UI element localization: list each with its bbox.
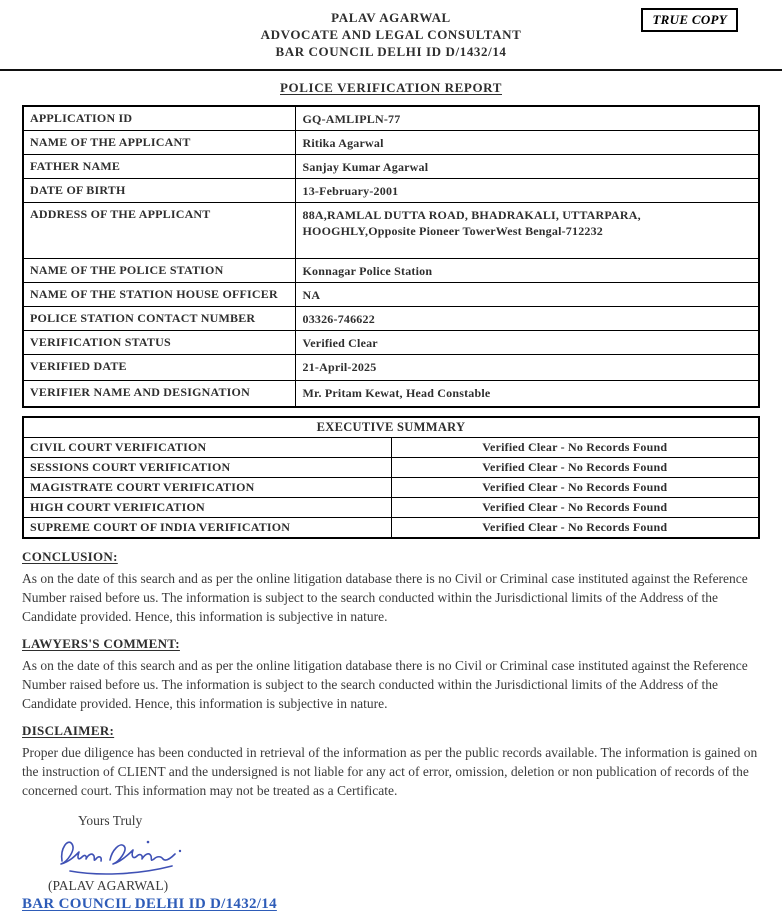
table-row (23, 355, 759, 381)
summary-value: Verified Clear - No Records Found (391, 517, 759, 538)
summary-label: SUPREME COURT OF INDIA VERIFICATION (23, 517, 391, 538)
detail-value: NA (295, 283, 759, 307)
summary-label: SESSIONS COURT VERIFICATION (23, 457, 391, 477)
detail-value: GQ-AMLIPLN-77 (295, 106, 759, 131)
detail-value: Sanjay Kumar Agarwal (295, 155, 759, 179)
table-row (23, 457, 759, 477)
true-copy-stamp: TRUE COPY (641, 8, 738, 32)
summary-value: Verified Clear - No Records Found (391, 437, 759, 457)
closing-line: Yours Truly (78, 812, 143, 828)
table-row (23, 477, 759, 497)
table-row (23, 155, 759, 179)
detail-label: APPLICATION ID (23, 106, 295, 131)
disclaimer-body: Proper due diligence has been conducted in retrieval of the information as per the public records available. The information is gained on the instruction of CLIENT and the undersigned is not liable for any act of error, omission, deletion or non publication of records of the concerned court. This information may not be treated as a Certificate. (22, 744, 758, 798)
lawyers-comment-body: As on the date of this search and as per the online litigation database there is no Civil or Criminal case instituted against the Reference Number raised before us. The information is subject to the search conducted within the Jurisdictional limits of the Address of the Candidate provided. Hence, this information is subjective in nature. (22, 657, 748, 711)
header-divider (0, 69, 782, 71)
advocate-name: PALAV AGARWAL (331, 10, 451, 25)
table-row (23, 497, 759, 517)
disclaimer-section (22, 723, 760, 800)
detail-value: 03326-746622 (295, 307, 759, 331)
disclaimer-heading: DISCLAIMER: (22, 722, 115, 738)
table-row (23, 307, 759, 331)
summary-label: CIVIL COURT VERIFICATION (23, 437, 391, 457)
detail-value: Mr. Pritam Kewat, Head Constable (295, 381, 759, 407)
detail-label: NAME OF THE APPLICANT (23, 131, 295, 155)
lawyers-comment-section (22, 636, 760, 713)
table-row (23, 106, 759, 131)
detail-value: Ritika Agarwal (295, 131, 759, 155)
table-row (23, 179, 759, 203)
conclusion-section (22, 549, 760, 626)
signatory-name: (PALAV AGARWAL) (48, 877, 169, 893)
applicant-details-table (22, 105, 760, 408)
detail-value: 21-April-2025 (295, 355, 759, 381)
executive-summary-title: EXECUTIVE SUMMARY (23, 417, 759, 438)
detail-label: NAME OF THE POLICE STATION (23, 259, 295, 283)
table-row (23, 131, 759, 155)
table-row (23, 203, 759, 259)
lawyers-comment-heading: LAWYERS'S COMMENT: (22, 635, 180, 651)
conclusion-heading: CONCLUSION: (22, 548, 118, 564)
table-row (23, 283, 759, 307)
table-row (23, 331, 759, 355)
advocate-bar-id: BAR COUNCIL DELHI ID D/1432/14 (275, 44, 507, 59)
summary-label: MAGISTRATE COURT VERIFICATION (23, 477, 391, 497)
footer-bar-council-id: BAR COUNCIL DELHI ID D/1432/14 (22, 895, 277, 912)
summary-label: HIGH COURT VERIFICATION (23, 497, 391, 517)
table-row (23, 259, 759, 283)
detail-label: NAME OF THE STATION HOUSE OFFICER (23, 283, 295, 307)
summary-value: Verified Clear - No Records Found (391, 477, 759, 497)
detail-value: Konnagar Police Station (295, 259, 759, 283)
conclusion-body: As on the date of this search and as per the online litigation database there is no Civil or Criminal case instituted against the Reference Number raised before us. The information is subject to the search conducted within the Jurisdictional limits of the Address of the Candidate provided. Hence, this information is subjective in nature. (22, 570, 748, 624)
detail-label: VERIFIER NAME AND DESIGNATION (23, 381, 295, 407)
summary-value: Verified Clear - No Records Found (391, 497, 759, 517)
table-row (23, 437, 759, 457)
table-row (23, 517, 759, 538)
advocate-title: ADVOCATE AND LEGAL CONSULTANT (260, 27, 522, 42)
executive-summary-table (22, 416, 760, 539)
page-title: POLICE VERIFICATION REPORT (280, 80, 502, 95)
detail-label: DATE OF BIRTH (23, 179, 295, 203)
detail-value: 88A,RAMLAL DUTTA ROAD, BHADRAKALI, UTTARPARA, HOOGHLY,Opposite Pioneer TowerWest Bengal-712232 (295, 203, 759, 259)
document-content (0, 80, 782, 913)
signature-image (52, 833, 760, 877)
detail-label: VERIFICATION STATUS (23, 331, 295, 355)
detail-label: ADDRESS OF THE APPLICANT (23, 203, 295, 259)
table-row (23, 417, 759, 438)
detail-label: VERIFIED DATE (23, 355, 295, 381)
detail-label: POLICE STATION CONTACT NUMBER (23, 307, 295, 331)
detail-value: 13-February-2001 (295, 179, 759, 203)
detail-label: FATHER NAME (23, 155, 295, 179)
handwritten-signature-icon (52, 833, 212, 877)
summary-value: Verified Clear - No Records Found (391, 457, 759, 477)
detail-value: Verified Clear (295, 331, 759, 355)
table-row (23, 381, 759, 407)
